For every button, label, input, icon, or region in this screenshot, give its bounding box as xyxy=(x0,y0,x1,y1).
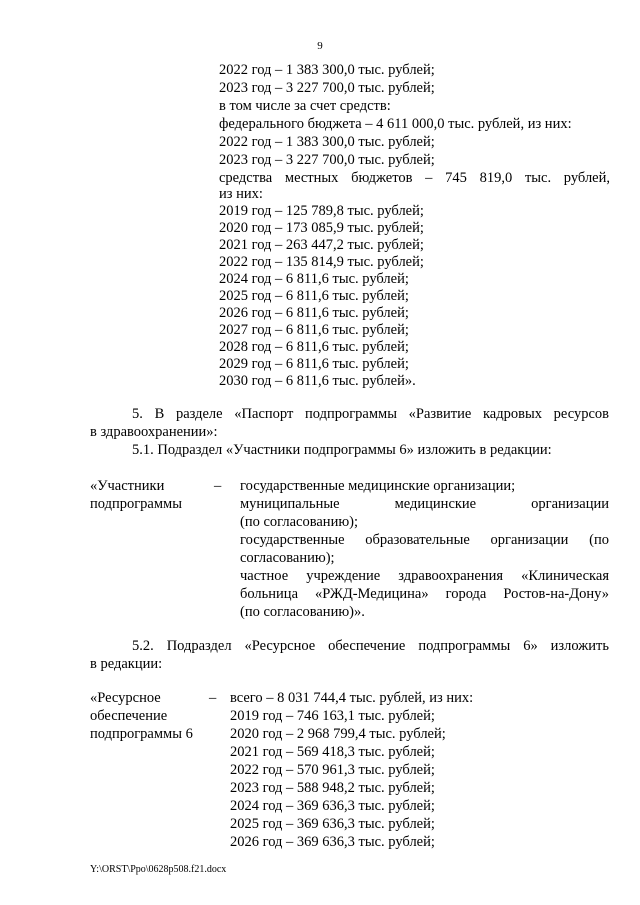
text-line-justified: средства местных бюджетов – 745 819,0 тыс. рублей, xyxy=(219,170,610,186)
text-line: 2025 год – 6 811,6 тыс. рублей; xyxy=(219,288,409,304)
text-line: 2022 год – 135 814,9 тыс. рублей; xyxy=(219,254,424,270)
text-line: 2028 год – 6 811,6 тыс. рублей; xyxy=(219,339,409,355)
text-line: 2020 год – 173 085,9 тыс. рублей; xyxy=(219,220,424,236)
resource-line: 2023 год – 588 948,2 тыс. рублей; xyxy=(230,780,435,796)
section-5-heading-cont: в здравоохранении»: xyxy=(90,424,218,440)
resource-line: всего – 8 031 744,4 тыс. рублей, из них: xyxy=(230,690,474,706)
subsection-5-1: 5.1. Подраздел «Участники подпрограммы 6» изложить в редакции: xyxy=(132,442,552,458)
participants-label: подпрограммы xyxy=(90,496,182,512)
footer-file-path: Y:\ORST\Ppo\0628p508.f21.docx xyxy=(90,864,227,875)
text-line: 2030 год – 6 811,6 тыс. рублей». xyxy=(219,373,416,389)
participant-line: государственные образовательные организации (по xyxy=(240,532,609,548)
subsection-5-2-cont: в редакции: xyxy=(90,656,163,672)
text-line: федерального бюджета – 4 611 000,0 тыс. рублей, из них: xyxy=(219,116,572,132)
resource-line: 2022 год – 570 961,3 тыс. рублей; xyxy=(230,762,435,778)
text-line: 2023 год – 3 227 700,0 тыс. рублей; xyxy=(219,152,435,168)
text-line: 2029 год – 6 811,6 тыс. рублей; xyxy=(219,356,409,372)
text-line: 2021 год – 263 447,2 тыс. рублей; xyxy=(219,237,424,253)
participant-line: муниципальные медицинские организации xyxy=(240,496,609,512)
participant-line: согласованию); xyxy=(240,550,335,566)
text-line: 2024 год – 6 811,6 тыс. рублей; xyxy=(219,271,409,287)
participant-line: государственные медицинские организации; xyxy=(240,478,516,494)
resource-line: 2024 год – 369 636,3 тыс. рублей; xyxy=(230,798,435,814)
text-line: 2026 год – 6 811,6 тыс. рублей; xyxy=(219,305,409,321)
text-line: 2022 год – 1 383 300,0 тыс. рублей; xyxy=(219,62,435,78)
section-5-heading: 5. В разделе «Паспорт подпрограммы «Развитие кадровых ресурсов xyxy=(132,406,609,422)
text-line: 2027 год – 6 811,6 тыс. рублей; xyxy=(219,322,409,338)
resource-line: 2021 год – 569 418,3 тыс. рублей; xyxy=(230,744,435,760)
participants-label: «Участники xyxy=(90,478,165,494)
participant-line: (по согласованию); xyxy=(240,514,359,530)
resources-label: подпрограммы 6 xyxy=(90,726,193,742)
page-number: 9 xyxy=(317,40,323,52)
resources-label: обеспечение xyxy=(90,708,168,724)
resource-line: 2026 год – 369 636,3 тыс. рублей; xyxy=(230,834,435,850)
resource-line: 2019 год – 746 163,1 тыс. рублей; xyxy=(230,708,435,724)
resource-line: 2020 год – 2 968 799,4 тыс. рублей; xyxy=(230,726,446,742)
participant-line: частное учреждение здравоохранения «Клиническая xyxy=(240,568,609,584)
participant-line: больница «РЖД-Медицина» города Ростов-на-Дону» xyxy=(240,586,609,602)
resource-line: 2025 год – 369 636,3 тыс. рублей; xyxy=(230,816,435,832)
subsection-5-2: 5.2. Подраздел «Ресурсное обеспечение подпрограммы 6» изложить xyxy=(132,638,609,654)
resources-label: «Ресурсное xyxy=(90,690,161,706)
resources-dash: – xyxy=(209,690,217,706)
text-line: 2019 год – 125 789,8 тыс. рублей; xyxy=(219,203,424,219)
text-line: 2022 год – 1 383 300,0 тыс. рублей; xyxy=(219,134,435,150)
text-line: из них: xyxy=(219,186,263,202)
text-line: 2023 год – 3 227 700,0 тыс. рублей; xyxy=(219,80,435,96)
participants-dash: – xyxy=(214,478,222,494)
participant-line: (по согласованию)». xyxy=(240,604,365,620)
text-line: в том числе за счет средств: xyxy=(219,98,391,114)
